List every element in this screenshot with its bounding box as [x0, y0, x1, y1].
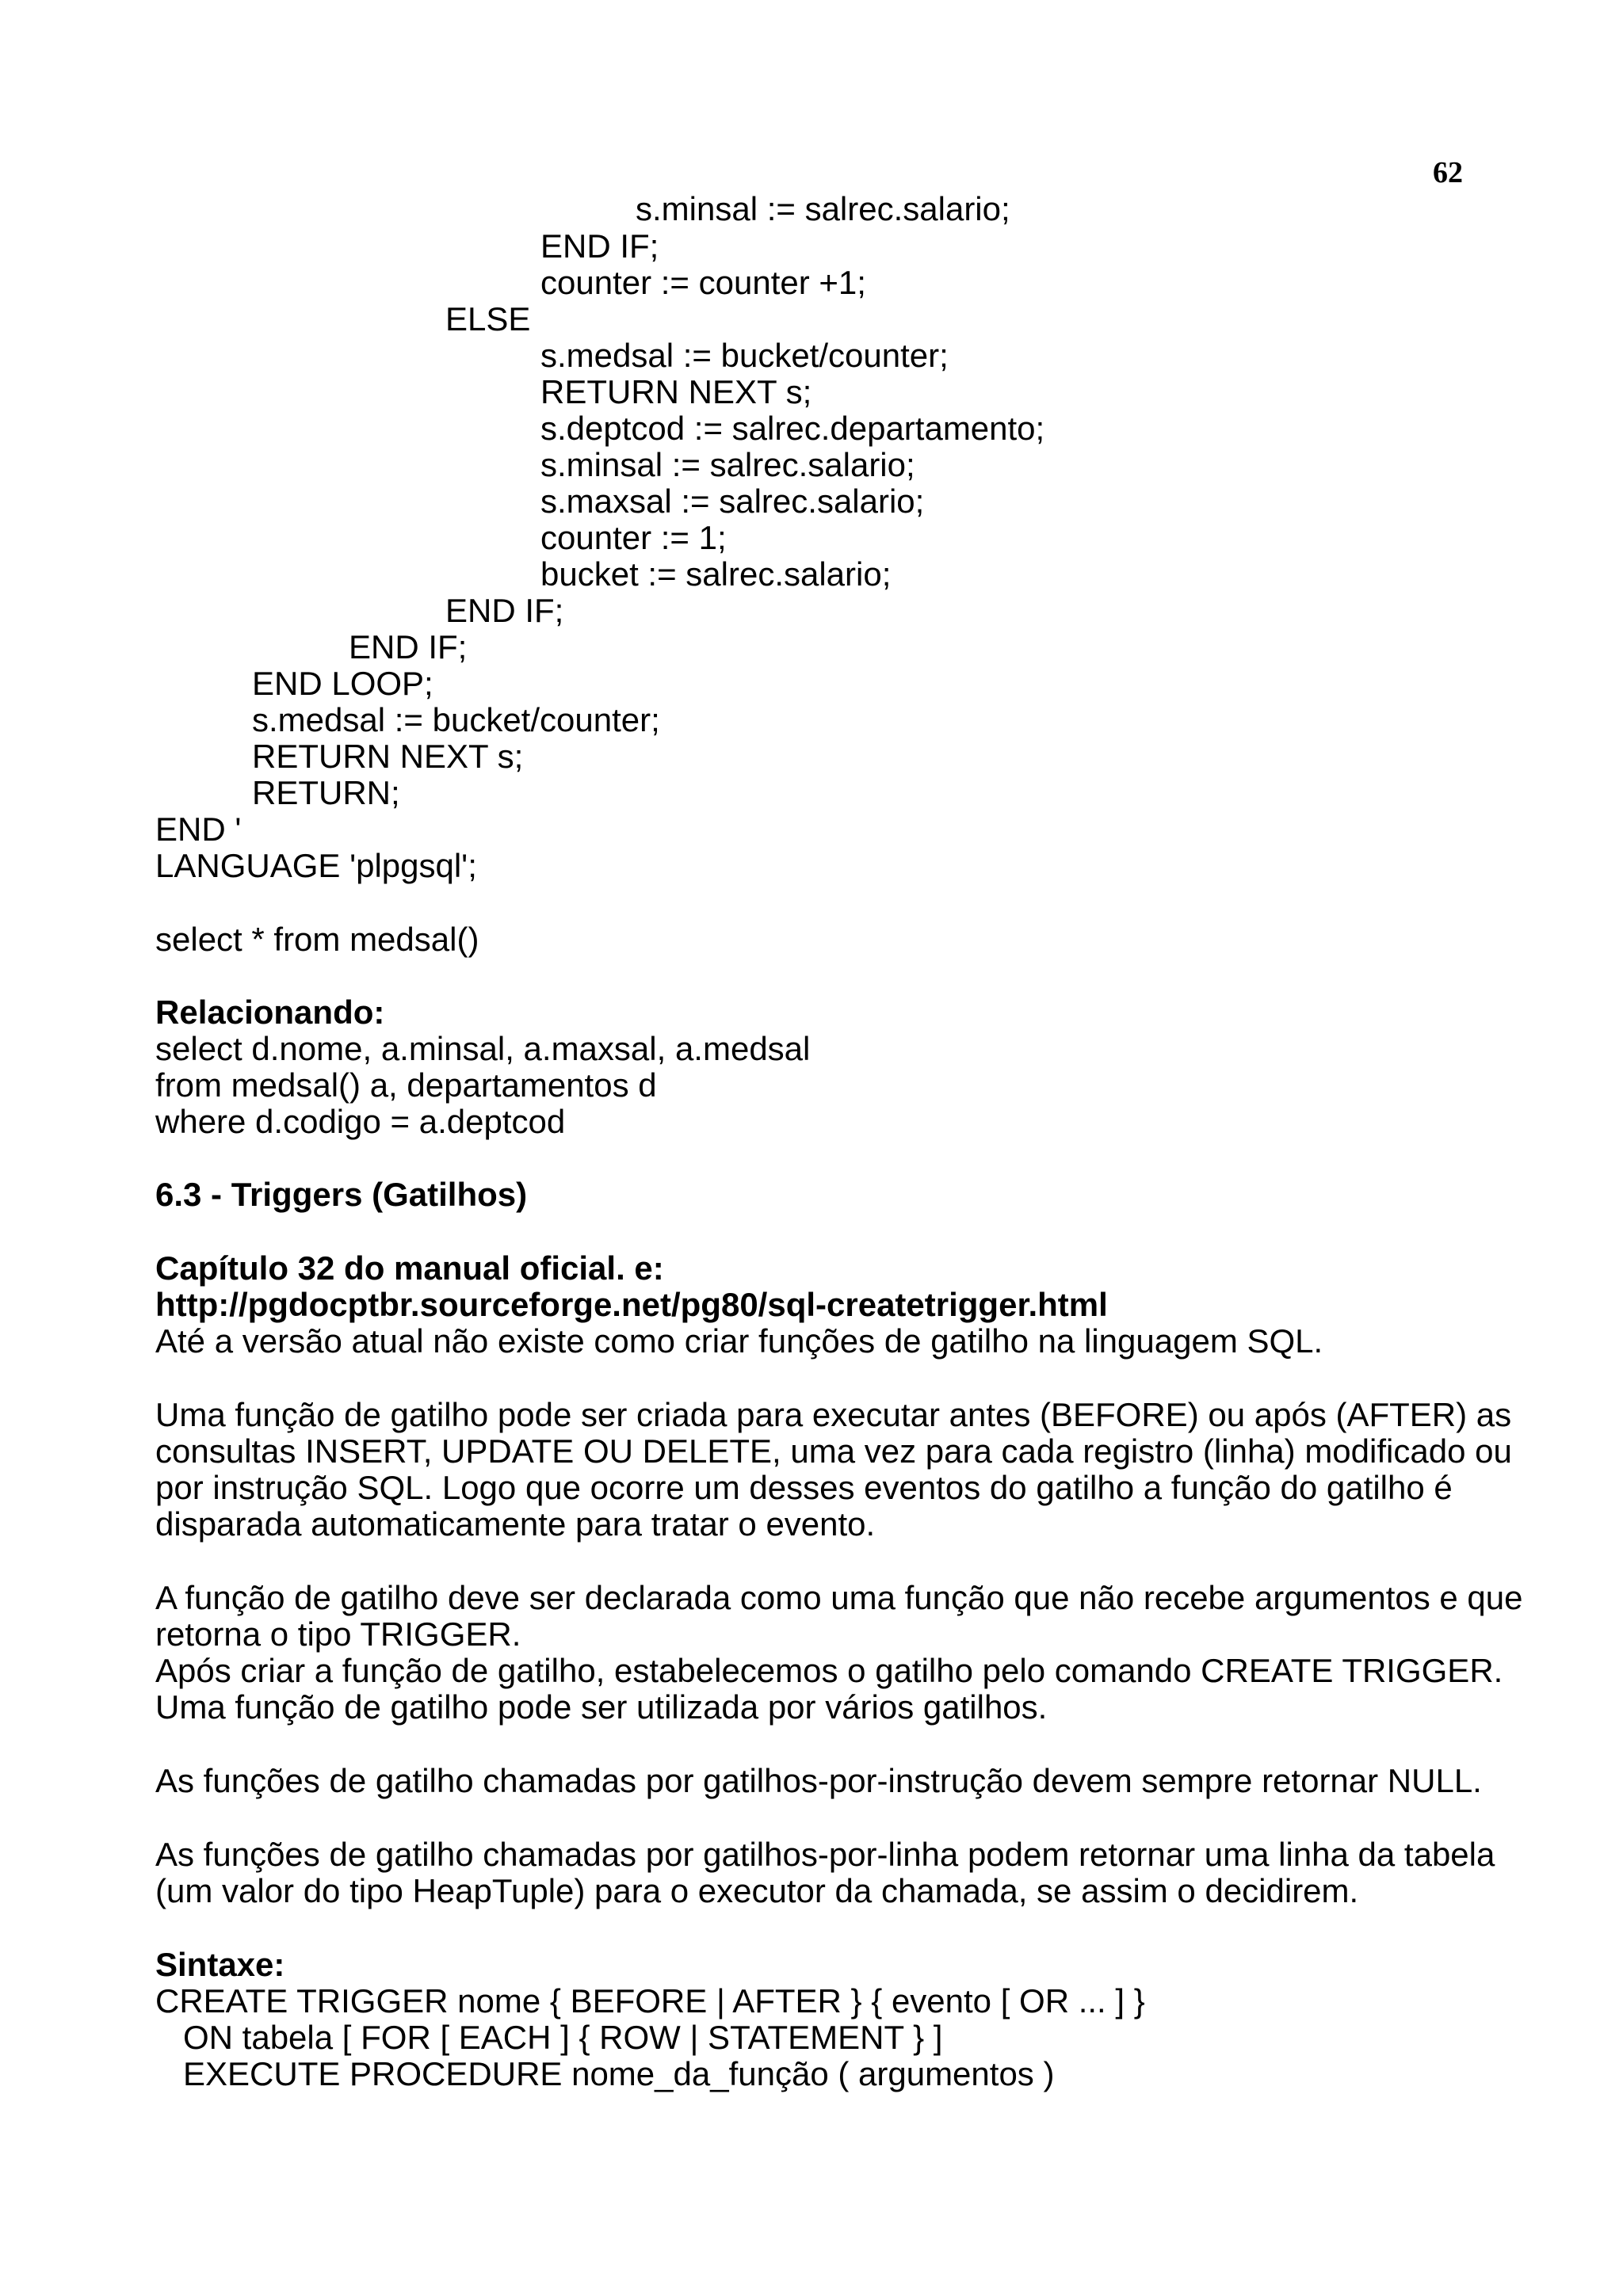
code-line: s.minsal := salrec.salario; [540, 446, 915, 483]
page-number: 62 [1433, 156, 1463, 189]
code-line: bucket := salrec.salario; [540, 555, 892, 593]
code-line: RETURN; [252, 774, 400, 811]
code-line: s.minsal := salrec.salario; [636, 190, 1010, 227]
paragraph-line: consultas INSERT, UPDATE OU DELETE, uma vez para cada registro (linha) modificado ou [155, 1432, 1512, 1470]
select-call: select * from medsal() [155, 921, 479, 958]
code-line: RETURN NEXT s; [252, 738, 524, 775]
syntax-line: ON tabela [ FOR [ EACH ] { ROW | STATEMENT } ] [155, 2019, 943, 2056]
reference-line: Capítulo 32 do manual oficial. e: [155, 1249, 664, 1287]
code-line: RETURN NEXT s; [540, 373, 812, 410]
code-line: s.maxsal := salrec.salario; [540, 482, 925, 520]
syntax-line: EXECUTE PROCEDURE nome_da_função ( argumentos ) [155, 2055, 1055, 2092]
code-line: END IF; [349, 628, 468, 666]
code-line: END IF; [540, 227, 659, 265]
code-line: counter := 1; [540, 519, 727, 556]
paragraph-line: Até a versão atual não existe como criar funções de gatilho na linguagem SQL. [155, 1322, 1323, 1360]
code-line: s.medsal := bucket/counter; [252, 701, 660, 738]
paragraph-line: Após criar a função de gatilho, estabelecemos o gatilho pelo comando CREATE TRIGGER. [155, 1652, 1503, 1689]
relacionando-line: from medsal() a, departamentos d [155, 1066, 657, 1104]
paragraph-line: Uma função de gatilho pode ser utilizada por vários gatilhos. [155, 1688, 1048, 1726]
paragraph-line: As funções de gatilho chamadas por gatilhos-por-instrução devem sempre retornar NULL. [155, 1762, 1482, 1799]
paragraph-line: retorna o tipo TRIGGER. [155, 1615, 521, 1653]
syntax-line: CREATE TRIGGER nome { BEFORE | AFTER } { evento [ OR ... ] } [155, 1982, 1145, 2019]
relacionando-heading: Relacionando: [155, 994, 385, 1031]
paragraph-line: As funções de gatilho chamadas por gatilhos-por-linha podem retornar uma linha da tabela [155, 1836, 1495, 1873]
relacionando-line: select d.nome, a.minsal, a.maxsal, a.medsal [155, 1030, 811, 1067]
code-line: s.medsal := bucket/counter; [540, 337, 949, 374]
code-line: END IF; [445, 592, 564, 629]
relacionando-line: where d.codigo = a.deptcod [155, 1103, 566, 1140]
section-title: 6.3 - Triggers (Gatilhos) [155, 1176, 528, 1213]
code-line: ELSE [445, 300, 531, 338]
reference-url: http://pgdocptbr.sourceforge.net/pg80/sql-createtrigger.html [155, 1286, 1108, 1323]
code-line: END ' [155, 810, 242, 848]
paragraph-line: disparada automaticamente para tratar o evento. [155, 1505, 876, 1543]
code-line: END LOOP; [252, 665, 433, 702]
paragraph-line: Uma função de gatilho pode ser criada para executar antes (BEFORE) ou após (AFTER) as [155, 1396, 1512, 1433]
code-line: counter := counter +1; [540, 264, 866, 301]
paragraph-line: A função de gatilho deve ser declarada como uma função que não recebe argumentos e que [155, 1579, 1523, 1616]
syntax-heading: Sintaxe: [155, 1946, 285, 1983]
paragraph-line: (um valor do tipo HeapTuple) para o executor da chamada, se assim o decidirem. [155, 1872, 1359, 1909]
code-line: s.deptcod := salrec.departamento; [540, 410, 1045, 447]
code-line: LANGUAGE 'plpgsql'; [155, 847, 477, 884]
paragraph-line: por instrução SQL. Logo que ocorre um desses eventos do gatilho a função do gatilho é [155, 1469, 1453, 1506]
